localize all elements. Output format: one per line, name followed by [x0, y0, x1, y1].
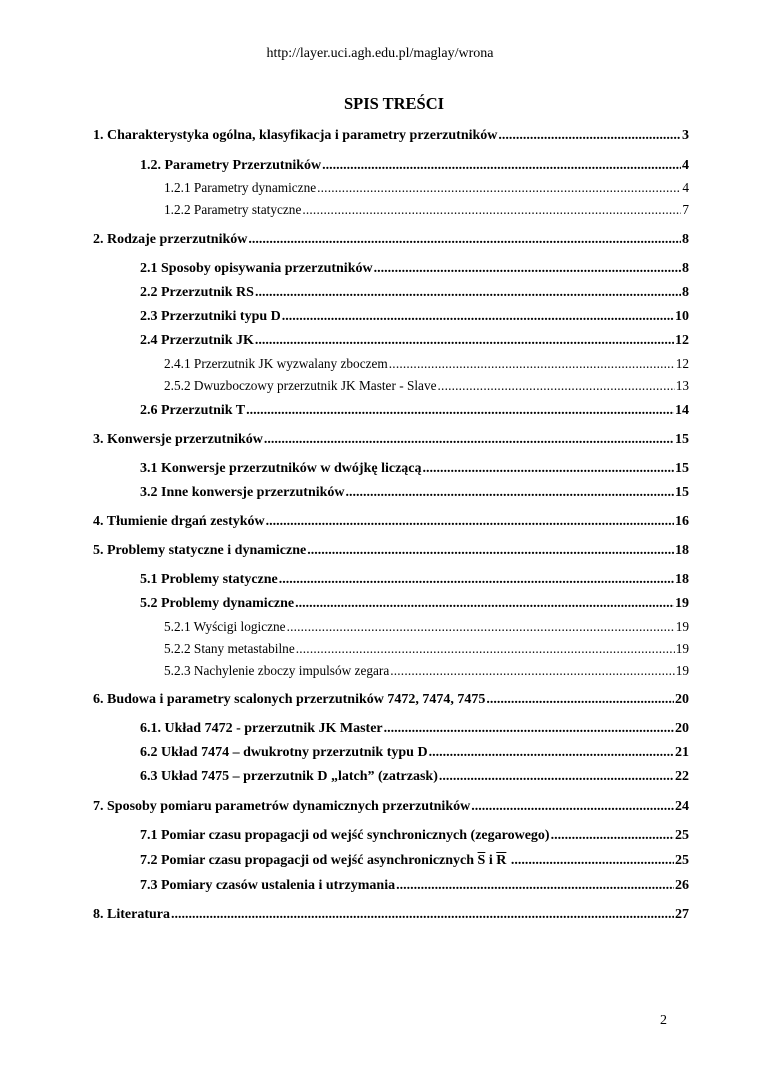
toc-page-number: 15 — [675, 485, 689, 500]
toc-entry-text: 3.2 Inne konwersje przerzutników — [140, 485, 345, 500]
toc-leader — [374, 259, 681, 279]
page-number: 2 — [660, 1013, 667, 1028]
toc-entry-text: 7.1 Pomiar czasu propagacji od wejść synchronicznych (zegarowego) — [140, 828, 550, 843]
toc-entry-text: 2.3 Przerzutniki typu D — [140, 309, 281, 324]
toc-entry-text: 8. Literatura — [93, 907, 170, 922]
toc-title: SPIS TREŚCI — [343, 94, 445, 113]
toc-leader — [390, 661, 674, 681]
toc-page-number: 27 — [675, 907, 689, 922]
toc-page-number: 14 — [675, 403, 689, 418]
toc-entry-symbols — [474, 851, 510, 871]
toc-entry-5-1[interactable] — [140, 570, 689, 590]
toc-entry-text: 2.4 Przerzutnik JK — [140, 333, 254, 348]
toc-page-number: 4 — [682, 158, 689, 173]
toc-page-number: 25 — [675, 853, 689, 868]
toc-entry-1[interactable] — [93, 126, 689, 146]
toc-leader — [396, 876, 674, 896]
toc-leader — [255, 283, 681, 303]
toc-page-number: 8 — [682, 232, 689, 247]
toc-entry-5[interactable] — [93, 541, 689, 561]
toc-leader — [346, 483, 674, 503]
toc-page-number: 12 — [675, 356, 689, 371]
toc-entry-text: 5.2.2 Stany metastabilne — [164, 641, 295, 656]
toc-page-number: 19 — [675, 619, 689, 634]
toc-entry-2-2[interactable] — [140, 283, 689, 303]
toc-leader — [255, 331, 674, 351]
toc-entry-5-2-2[interactable] — [164, 639, 689, 659]
toc-entry-8[interactable] — [93, 905, 689, 925]
toc-entry-6-1[interactable] — [140, 719, 689, 739]
toc-leader — [389, 354, 675, 374]
toc-entry-text: 2.4.1 Przerzutnik JK wyzwalany zboczem — [164, 356, 388, 371]
toc-leader — [511, 851, 674, 871]
toc-page-number: 24 — [675, 799, 689, 814]
toc-leader — [295, 594, 674, 614]
toc-entry-2-5-2[interactable] — [164, 376, 689, 396]
toc-entry-text: 5.2 Problemy dynamiczne — [140, 596, 295, 611]
toc-page-number: 21 — [675, 745, 689, 760]
toc-entry-1-2[interactable] — [140, 156, 689, 176]
toc-leader — [287, 617, 675, 637]
toc-entry-text: 5. Problemy statyczne i dynamiczne — [93, 543, 307, 558]
toc-leader — [486, 690, 674, 710]
toc-conjunction: i — [485, 853, 497, 868]
toc-leader — [551, 826, 674, 846]
toc-entry-7-2[interactable] — [140, 851, 689, 871]
toc-entry-2-4-1[interactable] — [164, 354, 689, 374]
toc-page-number: 20 — [675, 721, 689, 736]
toc-entry-text: 6. Budowa i parametry scalonych przerzutników 7472, 7474, 7475 — [93, 692, 486, 707]
toc-entry-text: 7.2 Pomiar czasu propagacji od wejść asynchronicznych — [140, 853, 475, 868]
toc-leader — [266, 512, 674, 532]
toc-entry-2-4[interactable] — [140, 331, 689, 351]
toc-entry-6-2[interactable] — [140, 743, 689, 763]
toc-page-number: 8 — [682, 261, 689, 276]
toc-page-number: 3 — [682, 128, 689, 143]
toc-leader — [498, 126, 681, 146]
r-bar-symbol: $\overline{R}$ — [496, 853, 507, 868]
toc-entry-text: 2.1 Sposoby opisywania przerzutników — [140, 261, 373, 276]
toc-entry-text: 6.3 Układ 7475 – przerzutnik D „latch” (zatrzask) — [140, 769, 438, 784]
toc-entry-2-3[interactable] — [140, 307, 689, 327]
toc-entry-text: 2.5.2 Dwuzboczowy przerzutnik JK Master - Slave — [164, 378, 437, 393]
toc-entry-text: 5.2.3 Nachylenie zboczy impulsów zegara — [164, 663, 390, 678]
toc-leader — [439, 767, 674, 787]
toc-entry-3-2[interactable] — [140, 483, 689, 503]
toc-entry-text: 3.1 Konwersje przerzutników w dwójkę liczącą — [140, 461, 422, 476]
toc-entry-text: 6.2 Układ 7474 – dwukrotny przerzutnik typu D — [140, 745, 428, 760]
toc-leader — [264, 430, 674, 450]
toc-entry-text: 2. Rodzaje przerzutników — [93, 232, 248, 247]
toc-entry-7[interactable] — [93, 797, 689, 817]
toc-page-number: 19 — [675, 663, 689, 678]
toc-entry-5-2-3[interactable] — [164, 661, 689, 681]
toc-page-number: 19 — [675, 596, 689, 611]
toc-leader — [296, 639, 675, 659]
toc-entry-3[interactable] — [93, 430, 689, 450]
toc-page-number: 18 — [675, 543, 689, 558]
toc-entry-6[interactable] — [93, 690, 689, 710]
toc-leader — [302, 200, 681, 220]
toc-leader — [423, 459, 674, 479]
header-url[interactable]: http://layer.uci.agh.edu.pl/maglay/wrona — [266, 46, 494, 61]
toc-leader — [246, 401, 674, 421]
toc-entry-2[interactable] — [93, 230, 689, 250]
toc-entry-text: 7.3 Pomiary czasów ustalenia i utrzymania — [140, 878, 396, 893]
toc-entry-text: 1.2.2 Parametry statyczne — [164, 202, 302, 217]
toc-page-number: 22 — [675, 769, 689, 784]
toc-entry-text: 7. Sposoby pomiaru parametrów dynamicznych przerzutników — [93, 799, 471, 814]
toc-leader — [307, 541, 674, 561]
toc-entry-6-3[interactable] — [140, 767, 689, 787]
toc-leader — [322, 156, 681, 176]
toc-leader — [279, 570, 674, 590]
toc-entry-1-2-1[interactable] — [164, 178, 689, 198]
s-bar-symbol: $\overline{S}$ — [477, 853, 486, 868]
toc-page-number: 18 — [675, 572, 689, 587]
toc-entry-text: 5.1 Problemy statyczne — [140, 572, 278, 587]
toc-leader — [317, 178, 681, 198]
toc-entry-text: 2.2 Przerzutnik RS — [140, 285, 254, 300]
toc-leader — [171, 905, 674, 925]
toc-entry-5-2-1[interactable] — [164, 617, 689, 637]
toc-entry-4[interactable] — [93, 512, 689, 532]
toc-entry-text: 3. Konwersje przerzutników — [93, 432, 263, 447]
toc-page-number: 25 — [675, 828, 689, 843]
toc-entry-text: 5.2.1 Wyścigi logiczne — [164, 619, 286, 634]
toc-entry-3-1[interactable] — [140, 459, 689, 479]
toc-entry-7-1[interactable] — [140, 826, 689, 846]
toc-entry-text: 1. Charakterystyka ogólna, klasyfikacja i parametry przerzutników — [93, 128, 498, 143]
toc-entry-text: 1.2. Parametry Przerzutników — [140, 158, 322, 173]
toc-entry-text: 2.6 Przerzutnik T — [140, 403, 246, 418]
toc-leader — [438, 376, 675, 396]
toc-entry-2-6[interactable] — [140, 401, 689, 421]
toc-leader — [384, 719, 674, 739]
toc-entry-text: 6.1. Układ 7472 - przerzutnik JK Master — [140, 721, 383, 736]
toc-entry-text: 1.2.1 Parametry dynamiczne — [164, 180, 317, 195]
toc-entry-text: 4. Tłumienie drgań zestyków — [93, 514, 265, 529]
toc-leader — [429, 743, 674, 763]
toc-entry-2-1[interactable] — [140, 259, 689, 279]
toc-page-number: 12 — [675, 333, 689, 348]
toc-page-number: 15 — [675, 432, 689, 447]
toc-page-number: 19 — [675, 641, 689, 656]
toc-entry-1-2-2[interactable] — [164, 200, 689, 220]
toc-page-number: 13 — [675, 378, 689, 393]
toc-page-number: 20 — [675, 692, 689, 707]
toc-entry-7-3[interactable] — [140, 876, 689, 896]
toc-page-number: 10 — [675, 309, 689, 324]
toc-leader — [471, 797, 674, 817]
toc-leader — [282, 307, 674, 327]
toc-page-number: 26 — [675, 878, 689, 893]
toc-page-number: 16 — [675, 514, 689, 529]
toc-page-number: 8 — [682, 285, 689, 300]
toc-leader — [248, 230, 681, 250]
toc-entry-5-2[interactable] — [140, 594, 689, 614]
toc-page-number: 7 — [682, 202, 689, 217]
toc-page-number: 15 — [675, 461, 689, 476]
toc-page-number: 4 — [682, 180, 689, 195]
